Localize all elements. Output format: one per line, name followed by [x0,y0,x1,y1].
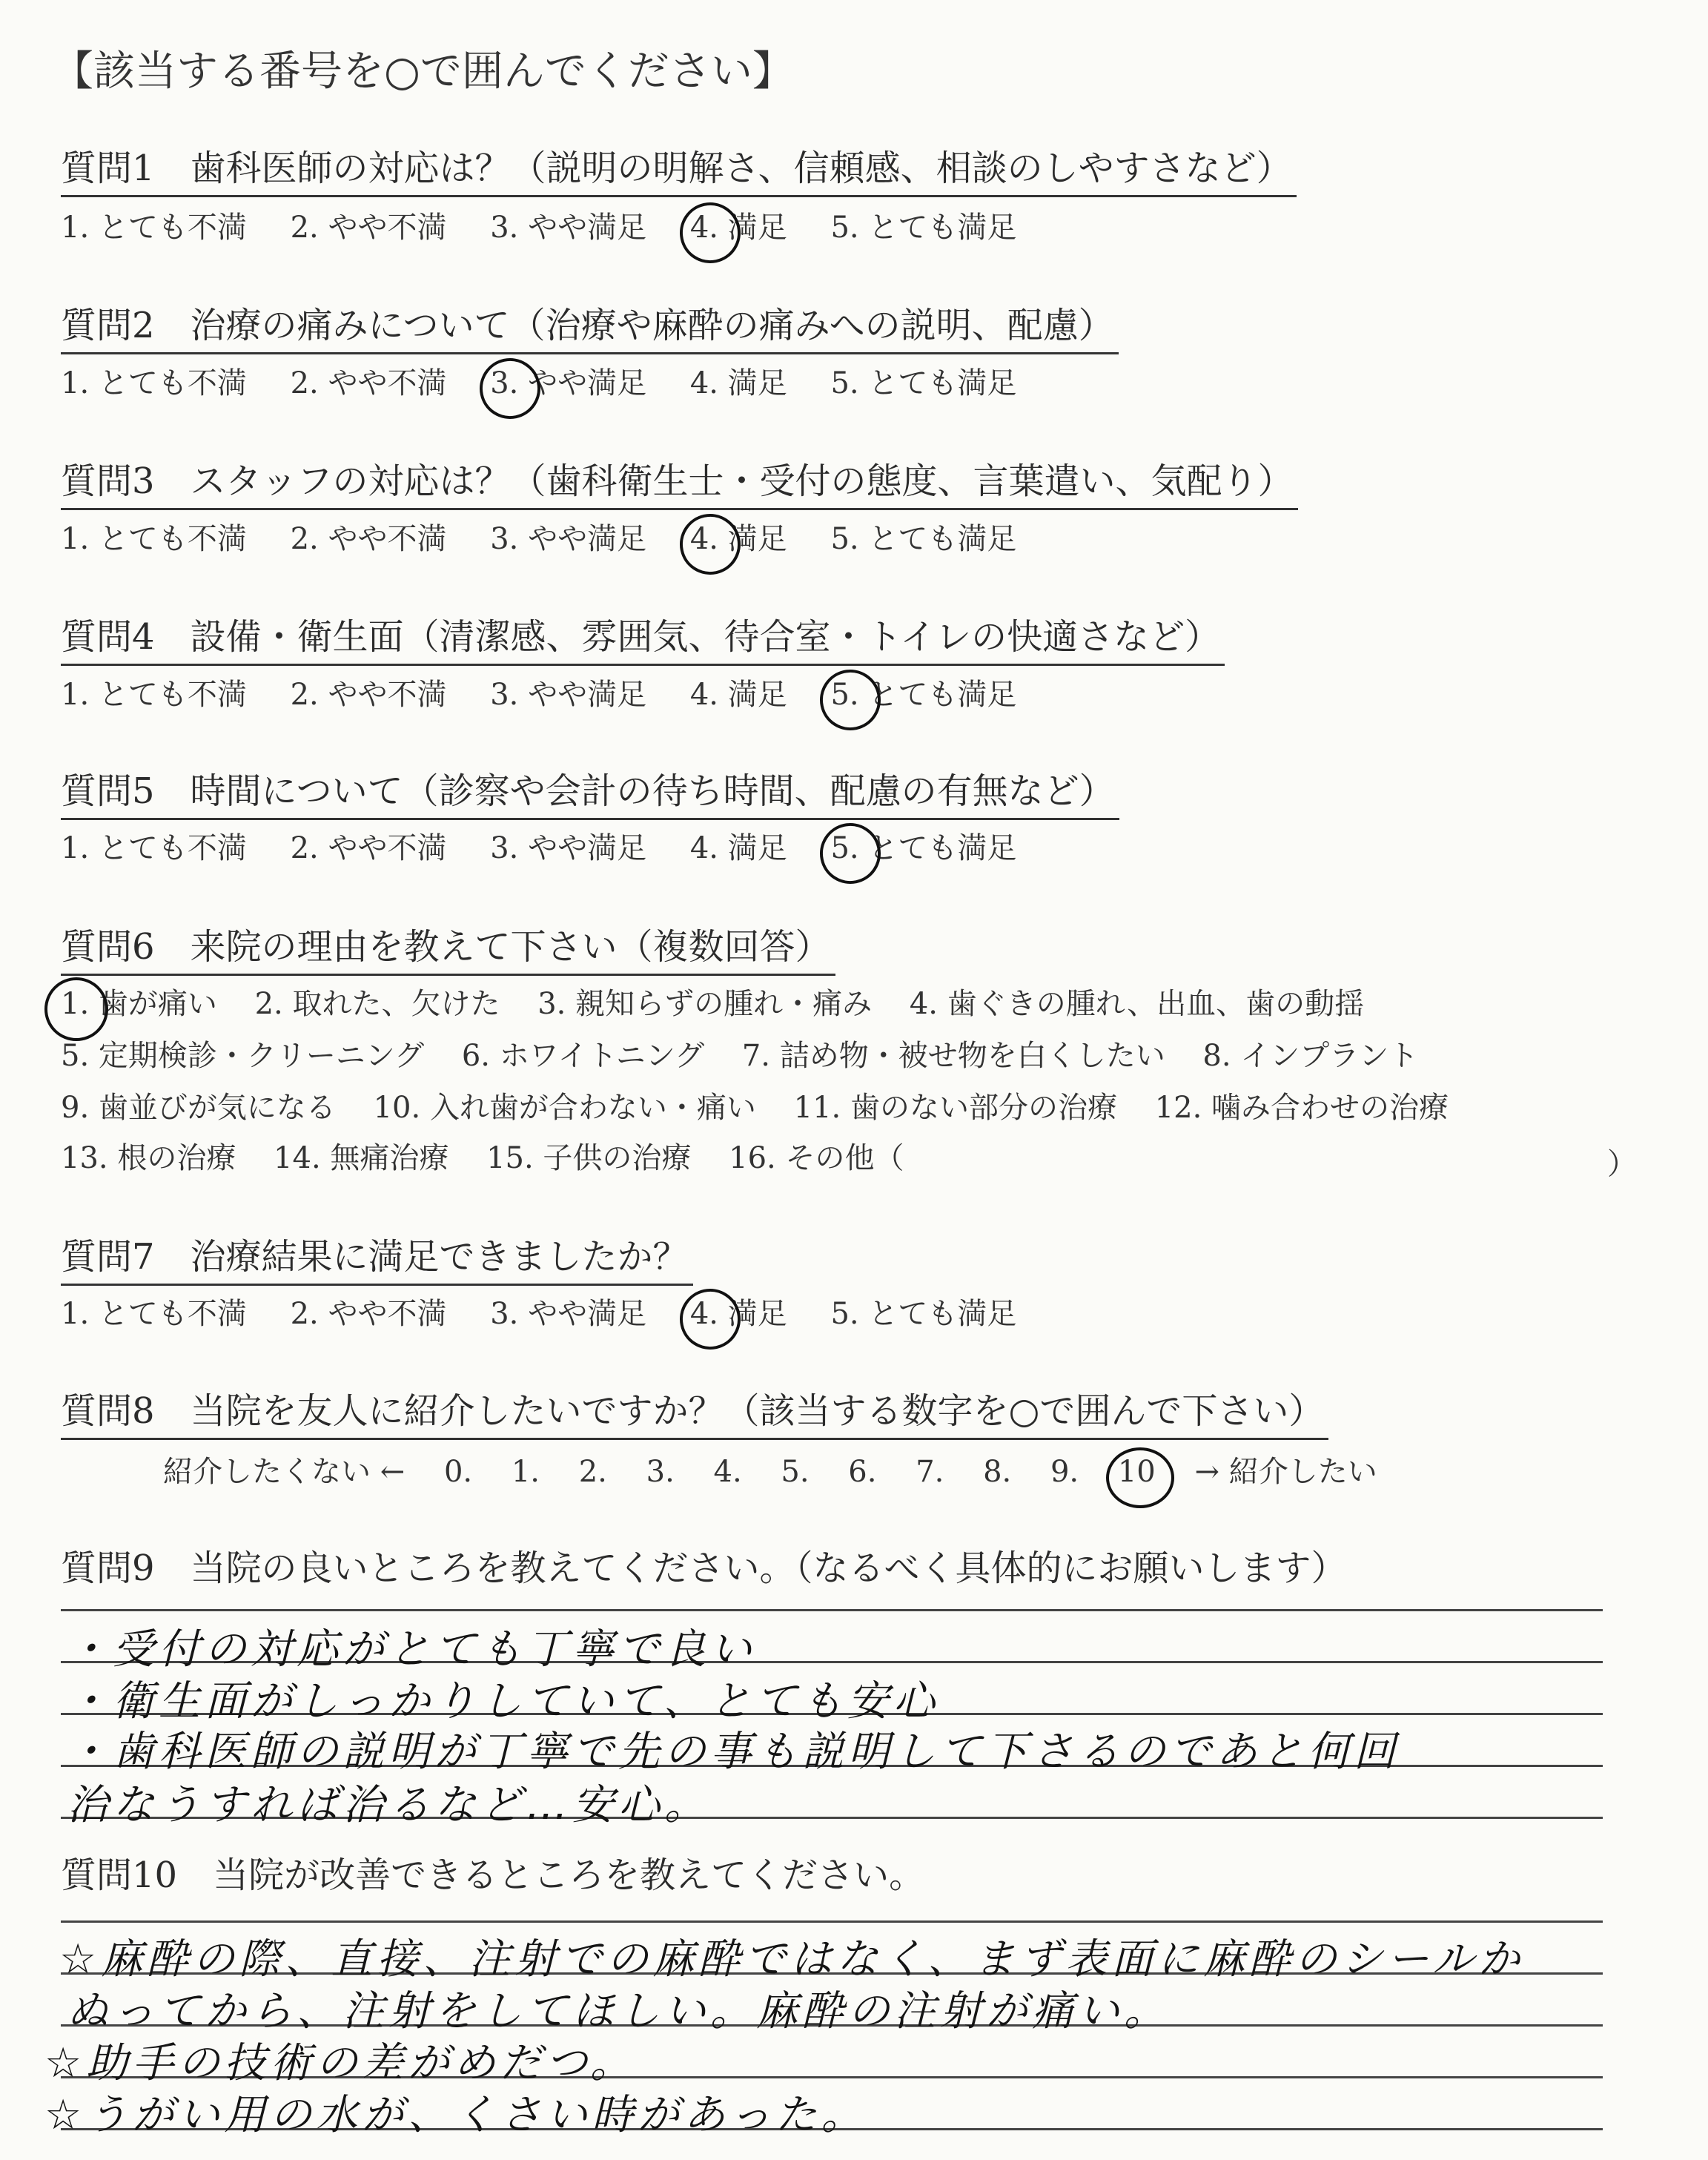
q4-option-3[interactable]: 3. やや満足 [490,678,647,712]
question-7-options [61,1296,1050,1332]
question-8-title: 質問8 当院を友人に紹介したいですか？（該当する数字を○で囲んで下さい） [61,1391,1328,1440]
q6-row-3 [61,1090,1477,1126]
q8-value-6[interactable]: 6. [848,1455,877,1489]
q1-option-3[interactable]: 3. やや満足 [490,211,647,245]
question-3-options [61,521,1050,557]
q6-option-5[interactable]: 5. 定期検診・クリーニング [61,1039,425,1073]
q2-option-2[interactable]: 2. やや不満 [290,366,447,400]
question-1-title: 質問1 歯科医師の対応は？（説明の明解さ、信頼感、相談のしやすさなど） [61,148,1297,197]
question-3-title: 質問3 スタッフの対応は？（歯科衛生士・受付の態度、言葉遣い、気配り） [61,461,1298,510]
q6-row-4 [61,1140,932,1176]
q1-option-5[interactable]: 5. とても満足 [830,211,1017,245]
question-6-title: 質問6 来院の理由を教えて下さい（複数回答） [61,927,835,976]
q9-rule-1 [61,1609,1603,1611]
q6-option-9[interactable]: 9. 歯並びが気になる [61,1091,336,1125]
q6-option-4[interactable]: 4. 歯ぐきの腫れ、出血、歯の動揺 [909,987,1365,1021]
q6-option-11[interactable]: 11. 歯のない部分の治療 [793,1091,1117,1125]
q4-option-2[interactable]: 2. やや不満 [290,678,447,712]
q3-option-1[interactable]: 1. とても不満 [61,522,247,556]
q6-option-2[interactable]: 2. 取れた、欠けた [254,987,500,1021]
q9-answer-line-1[interactable]: ・受付の対応がとても丁寧で良い [67,1625,756,1674]
q8-scale [163,1448,1407,1490]
q8-value-7[interactable]: 7. [916,1455,944,1489]
q7-option-4-selected[interactable]: 4. 満足 [689,1297,787,1331]
q8-value-4[interactable]: 4. [713,1455,742,1489]
q10-answer-line-1[interactable]: ☆麻酔の際、直接、注射での麻酔ではなく、まず表面に麻酔のシールか [59,1935,1524,1984]
q6-other-close-paren: ） [1607,1147,1637,1181]
q5-option-5-selected[interactable]: 5. とても満足 [830,831,1017,865]
q6-option-14[interactable]: 14. 無痛治療 [274,1141,449,1175]
question-4-title: 質問4 設備・衛生面（清潔感、雰囲気、待合室・トイレの快適さなど） [61,617,1225,666]
q6-option-1-selected[interactable]: 1. 歯が痛い [61,987,217,1021]
q8-value-0[interactable]: 0. [443,1455,473,1489]
question-5-options [61,830,1050,866]
q8-value-9[interactable]: 9. [1050,1455,1079,1489]
q9-answer-line-2[interactable]: ・衛生面がしっかりしていて、とても安心 [67,1677,939,1725]
q8-value-8[interactable]: 8. [983,1455,1012,1489]
question-10-title: 質問10 当院が改善できるところを教えてください。 [61,1855,925,1896]
page-heading: 【該当する番号を○で囲んでください】 [52,47,794,96]
q5-option-3[interactable]: 3. やや満足 [490,831,647,865]
q2-option-3-selected[interactable]: 3. やや満足 [490,366,647,400]
q9-answer-line-4[interactable]: 治なうすれば治るなど…安心。 [67,1781,710,1829]
q8-right-label: → 紹介したい [1194,1455,1377,1489]
q6-option-3[interactable]: 3. 親知らずの腫れ・痛み [537,987,873,1021]
q4-option-5-selected[interactable]: 5. とても満足 [830,678,1017,712]
q3-option-5[interactable]: 5. とても満足 [830,522,1017,556]
question-7-title: 質問7 治療結果に満足できましたか？ [61,1237,693,1286]
q7-option-5[interactable]: 5. とても満足 [830,1297,1017,1331]
q6-option-6[interactable]: 6. ホワイトニング [461,1039,705,1073]
q6-option-16[interactable]: 16. その他（ [729,1141,904,1175]
q3-option-3[interactable]: 3. やや満足 [490,522,647,556]
q5-option-4[interactable]: 4. 満足 [689,831,787,865]
question-9-title: 質問9 当院の良いところを教えてください。（なるべく具体的にお願いします） [61,1548,1347,1589]
q6-option-10[interactable]: 10. 入れ歯が合わない・痛い [373,1091,756,1125]
q6-option-7[interactable]: 7. 詰め物・被せ物を白くしたい [741,1039,1165,1073]
q8-value-2[interactable]: 2. [578,1455,607,1489]
question-2-title: 質問2 治療の痛みについて（治療や麻酔の痛みへの説明、配慮） [61,305,1119,354]
q4-option-4[interactable]: 4. 満足 [689,678,787,712]
q2-option-1[interactable]: 1. とても不満 [61,366,247,400]
q6-row-1 [61,986,1392,1022]
q1-option-1[interactable]: 1. とても不満 [61,211,247,245]
q3-option-2[interactable]: 2. やや不満 [290,522,447,556]
q1-option-2[interactable]: 2. やや不満 [290,211,447,245]
q3-option-4-selected[interactable]: 4. 満足 [689,522,787,556]
q6-row-2 [61,1038,1446,1074]
q9-answer-line-3[interactable]: ・歯科医師の説明が丁寧で先の事も説明して下さるのであと何回 [67,1728,1400,1776]
q8-value-3[interactable]: 3. [646,1455,675,1489]
q8-value-5[interactable]: 5. [781,1455,810,1489]
q6-option-13[interactable]: 13. 根の治療 [61,1141,236,1175]
q7-option-2[interactable]: 2. やや不満 [290,1297,447,1331]
question-1-options [61,210,1050,245]
question-4-options [61,677,1050,713]
q7-option-1[interactable]: 1. とても不満 [61,1297,247,1331]
question-2-options [61,366,1050,401]
q10-rule-1 [61,1920,1603,1923]
q6-option-8[interactable]: 8. インプラント [1202,1039,1419,1073]
q1-option-4-selected[interactable]: 4. 満足 [689,211,787,245]
q8-value-1[interactable]: 1. [511,1455,540,1489]
q7-option-3[interactable]: 3. やや満足 [490,1297,647,1331]
q6-option-15[interactable]: 15. 子供の治療 [486,1141,692,1175]
q2-option-4[interactable]: 4. 満足 [689,366,787,400]
q5-option-2[interactable]: 2. やや不満 [290,831,447,865]
q10-answer-line-3[interactable]: ☆助手の技術の差がめだつ。 [44,2039,636,2087]
q10-answer-line-4[interactable]: ☆うがい用の水が、くさい時があった。 [44,2091,867,2139]
q5-option-1[interactable]: 1. とても不満 [61,831,247,865]
q8-left-label: 紹介したくない ← [163,1455,406,1489]
q10-answer-line-2[interactable]: ぬってから、注射をしてほしい。麻酔の注射が痛い。 [67,1987,1170,2035]
q6-option-12[interactable]: 12. 噛み合わせの治療 [1154,1091,1449,1125]
question-5-title: 質問5 時間について（診察や会計の待ち時間、配慮の有無など） [61,771,1119,820]
q4-option-1[interactable]: 1. とても不満 [61,678,247,712]
q2-option-5[interactable]: 5. とても満足 [830,366,1017,400]
q8-value-10-selected[interactable]: 10 [1117,1455,1156,1489]
